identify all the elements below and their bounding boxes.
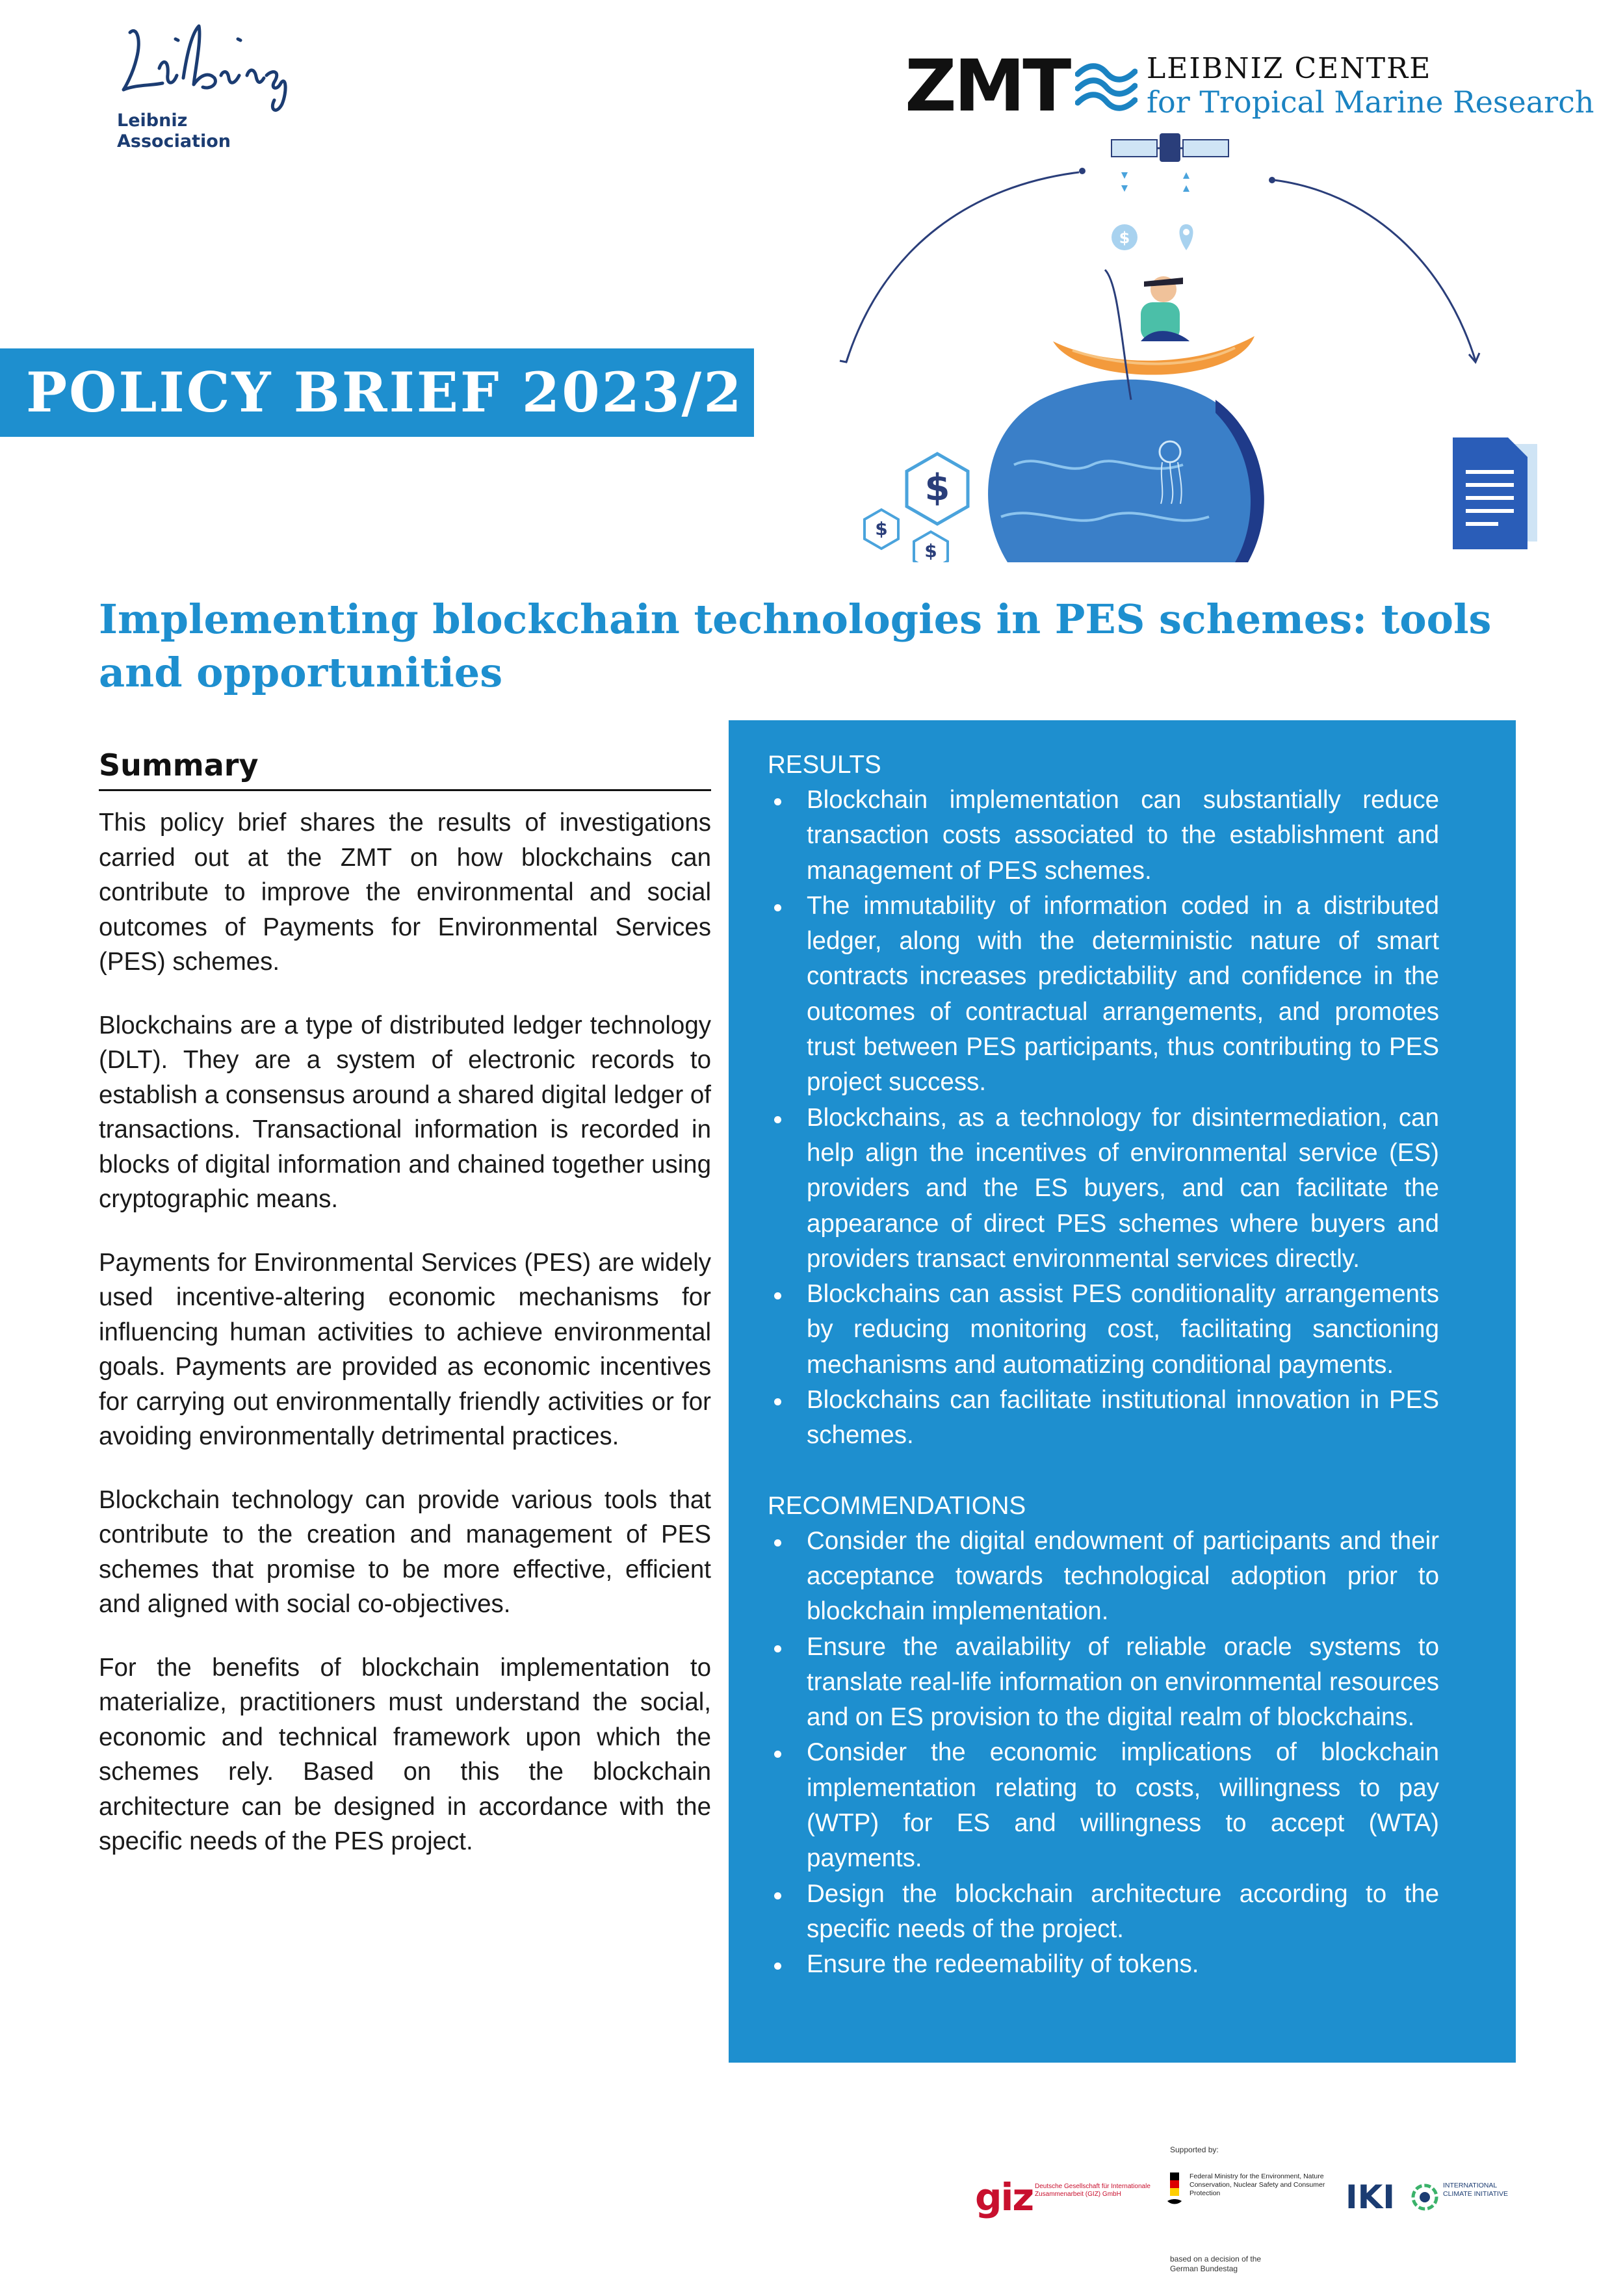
recommendations-list bbox=[768, 1524, 1439, 1983]
list-item bbox=[768, 783, 1439, 889]
iki-name: INTERNATIONAL CLIMATE INITIATIVE bbox=[1443, 2182, 1508, 2198]
list-item-text: Consider the digital endowment of participants and their acceptance towards technological adoption prior to blockchain implementation. bbox=[807, 1526, 1439, 1626]
zmt-line2: for Tropical Marine Research bbox=[1147, 85, 1594, 120]
bullet-icon bbox=[774, 1292, 781, 1299]
list-item-text: Blockchains, as a technology for disintermediation, can help align the incentives of environmental service (ES) providers and the ES buyers, and can facilitate the appearance of direct PES schemes where buyers and providers transact environmental services directly. bbox=[807, 1103, 1439, 1273]
bmu-name: Federal Ministry for the Environment, Nature Conservation, Nuclear Safety and Consumer Protection bbox=[1190, 2172, 1325, 2197]
summary-paragraph: Payments for Environmental Services (PES) are widely used incentive-altering economic mechanisms for influencing human activities to achieve environmental goals. Payments are provided as economic incentives for carrying out environmentally friendly activities or for avoiding environmentally detrimental practices. bbox=[99, 1248, 711, 1450]
summary-body bbox=[99, 805, 711, 1859]
summary-paragraph: Blockchains are a type of distributed ledger technology (DLT). They are a system of electronic records to establish a consensus around a shared digital ledger of transactions. Transactional information is recorded in blocks of digital information and chained together using cryptographic means. bbox=[99, 1011, 711, 1213]
leibniz-label bbox=[117, 111, 231, 152]
footer-logos bbox=[968, 2145, 1521, 2288]
bundestag-note: based on a decision of the German Bundestag bbox=[1170, 2254, 1262, 2273]
iki-logo bbox=[1346, 2179, 1508, 2218]
results-recommendations-box bbox=[729, 720, 1516, 2063]
list-item-text: The immutability of information coded in a distributed ledger, along with the deterministic nature of smart contracts increases predictability and confidence in the outcomes of contractual arrangements, and promotes trust between PES participants, thus contributing to PES project success. bbox=[807, 891, 1439, 1097]
zmt-logo bbox=[905, 44, 1594, 127]
policy-brief-label: POLICY BRIEF 2023/2 bbox=[26, 360, 744, 424]
summary-section bbox=[99, 748, 711, 1888]
giz-wordmark: giz bbox=[975, 2175, 1034, 2219]
leibniz-line2: Association bbox=[117, 131, 231, 151]
document-title: Implementing blockchain technologies in PES schemes: tools and opportunities bbox=[99, 595, 1492, 696]
bullet-icon bbox=[774, 1751, 781, 1758]
bullet-icon bbox=[774, 1539, 781, 1546]
list-item bbox=[768, 1947, 1439, 1982]
bullet-icon bbox=[774, 1963, 781, 1970]
bmu-logo bbox=[1164, 2169, 1332, 2221]
list-item-text: Ensure the redeemability of tokens. bbox=[807, 1950, 1199, 1979]
spacer bbox=[768, 1454, 1439, 1489]
list-item-text: Blockchains can facilitate institutional innovation in PES schemes. bbox=[807, 1386, 1439, 1450]
list-item bbox=[768, 1101, 1439, 1277]
bullet-icon bbox=[774, 1116, 781, 1123]
list-item-text: Design the blockchain architecture according to the specific needs of the project. bbox=[807, 1879, 1439, 1943]
results-list bbox=[768, 783, 1439, 1454]
list-item bbox=[768, 889, 1439, 1101]
satellite-icon bbox=[1112, 133, 1228, 162]
results-heading: RESULTS bbox=[768, 751, 881, 779]
eagle-flag-icon bbox=[1164, 2169, 1183, 2221]
svg-text:$: $ bbox=[875, 518, 888, 540]
svg-text:$: $ bbox=[1119, 229, 1130, 247]
crypto-dollar-icons bbox=[864, 454, 968, 562]
bullet-icon bbox=[774, 1892, 781, 1899]
summary-heading: Summary bbox=[99, 748, 711, 791]
list-item bbox=[768, 1383, 1439, 1454]
policy-brief-banner bbox=[0, 348, 754, 437]
bullet-icon bbox=[774, 1645, 781, 1652]
list-item bbox=[768, 1524, 1439, 1630]
leibniz-line1: Leibniz bbox=[117, 111, 188, 131]
recommendations-heading: RECOMMENDATIONS bbox=[768, 1491, 1026, 1520]
svg-text:$: $ bbox=[924, 467, 950, 509]
bullet-icon bbox=[774, 798, 781, 805]
zmt-line1: LEIBNIZ CENTRE bbox=[1147, 52, 1432, 85]
globe-icon bbox=[1410, 2183, 1439, 2211]
list-item bbox=[768, 1277, 1439, 1383]
list-item-text: Blockchain implementation can substantially reduce transaction costs associated to the establishment and management of PES schemes. bbox=[807, 786, 1439, 885]
svg-text:$: $ bbox=[924, 540, 937, 562]
bullet-icon bbox=[774, 904, 781, 911]
document-icon bbox=[1453, 437, 1537, 549]
list-item bbox=[768, 1630, 1439, 1736]
list-item-text: Ensure the availability of reliable oracle systems to translate real-life information on environmental resources and on ES provision to the digital realm of blockchains. bbox=[807, 1632, 1439, 1732]
summary-paragraph: Blockchain technology can provide various tools that contribute to the creation and management of PES schemes that promise to be more effective, efficient and aligned with social co-objectives. bbox=[99, 1485, 711, 1618]
zmt-wordmark: ZMT bbox=[905, 44, 1069, 127]
iki-wordmark: IKI bbox=[1346, 2178, 1395, 2216]
summary-paragraph: For the benefits of blockchain implementation to materialize, practitioners must understand the social, economic and technical framework upon which the schemes rely. Based on this the blockchain architecture can be designed in accordance with the specific needs of the PES project. bbox=[99, 1653, 711, 1855]
blockchain-ocean-illustration bbox=[767, 127, 1573, 562]
list-item-text: Consider the economic implications of blockchain implementation relating to costs, willingness to pay (WTP) for ES and willingness to accept (WTA) payments. bbox=[807, 1738, 1439, 1873]
list-item bbox=[768, 1877, 1439, 1948]
leibniz-signature-icon bbox=[110, 13, 299, 117]
giz-subtitle: Deutsche Gesellschaft für Internationale Zusammenarbeit (GIZ) GmbH bbox=[1035, 2183, 1150, 2198]
leibniz-association-logo bbox=[110, 13, 299, 163]
list-item-text: Blockchains can assist PES conditionality arrangements by reducing monitoring cost, facilitating sanctioning mechanisms and automatizing conditional payments. bbox=[807, 1280, 1439, 1379]
summary-paragraph: This policy brief shares the results of investigations carried out at the ZMT on how blockchains can contribute to improve the environmental and social outcomes of Payments for Environmental Services (PES) schemes. bbox=[99, 809, 711, 976]
bullet-icon bbox=[774, 1398, 781, 1405]
waves-icon bbox=[1075, 61, 1138, 113]
list-item bbox=[768, 1735, 1439, 1876]
supported-by-label: Supported by: bbox=[1170, 2145, 1219, 2154]
